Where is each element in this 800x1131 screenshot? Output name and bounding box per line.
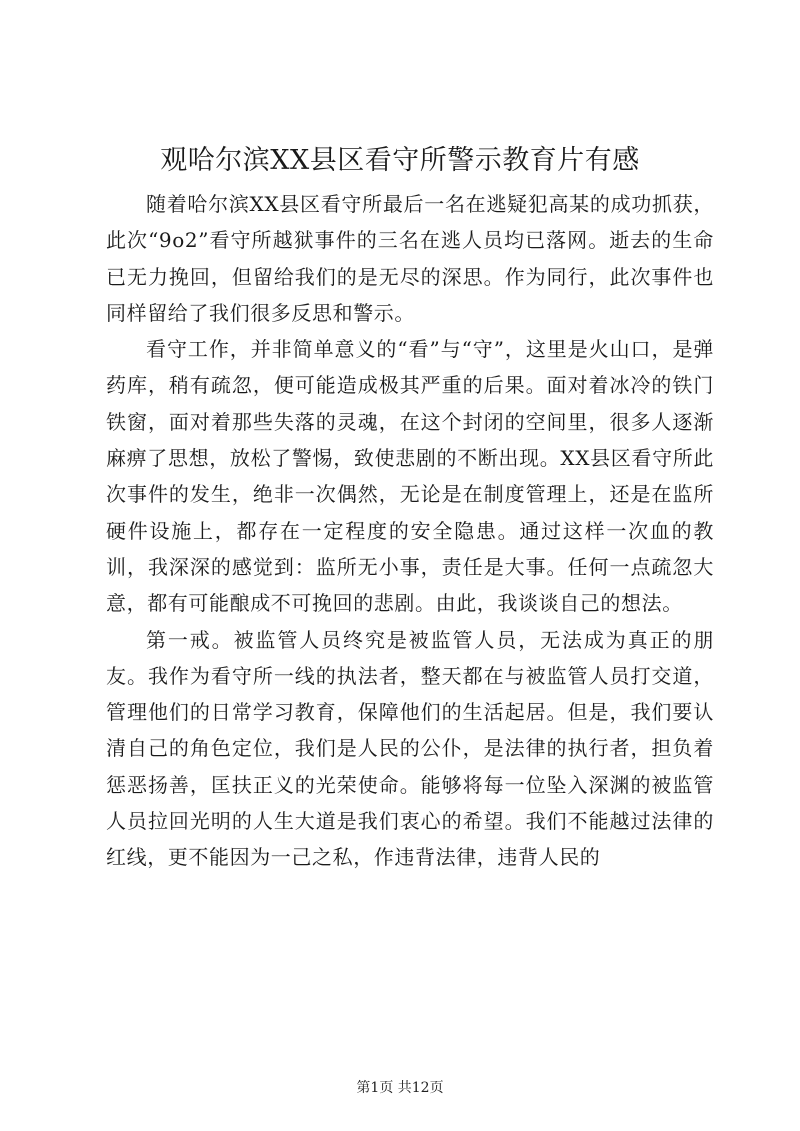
- paragraph-1: 随着哈尔滨XX县区看守所最后一名在逃疑犯高某的成功抓获，此次“9o2”看守所越狱事件的三名在逃人员均已落网。逝去的生命已无力挽回，但留给我们的是无尽的深思。作为同行，此次事件也同样留给了我们很多反思和警示。: [106, 192, 714, 325]
- document-body: [106, 186, 714, 876]
- document-title: 观哈尔滨XX县区看守所警示教育片有感: [160, 145, 640, 176]
- page-footer: 第1页 共12页: [356, 1080, 444, 1096]
- paragraph-2: 看守工作，并非简单意义的“看”与“守”，这里是火山口，是弹药库，稍有疏忽，便可能造成极其严重的后果。面对着冰冷的铁门铁窗，面对着那些失落的灵魂，在这个封闭的空间里，很多人逐渐麻痹了思想，放松了警惕，致使悲剧的不断出现。XX县区看守所此次事件的发生，绝非一次偶然，无论是在制度管理上，还是在监所硬件设施上，都存在一定程度的安全隐患。通过这样一次血的教训，我深深的感觉到：监所无小事，责任是大事。任何一点疏忽大意，都有可能酿成不可挽回的悲剧。由此，我谈谈自己的想法。: [106, 337, 714, 616]
- paragraph-3: 第一戒。被监管人员终究是被监管人员，无法成为真正的朋友。我作为看守所一线的执法者，整天都在与被监管人员打交道，管理他们的日常学习教育，保障他们的生活起居。但是，我们要认清自己的角色定位，我们是人民的公仆，是法律的执行者，担负着惩恶扬善，匡扶正义的光荣使命。能够将每一位坠入深渊的被监管人员拉回光明的人生大道是我们衷心的希望。我们不能越过法律的红线，更不能因为一己之私，作违背法律，违背人民的: [106, 627, 714, 870]
